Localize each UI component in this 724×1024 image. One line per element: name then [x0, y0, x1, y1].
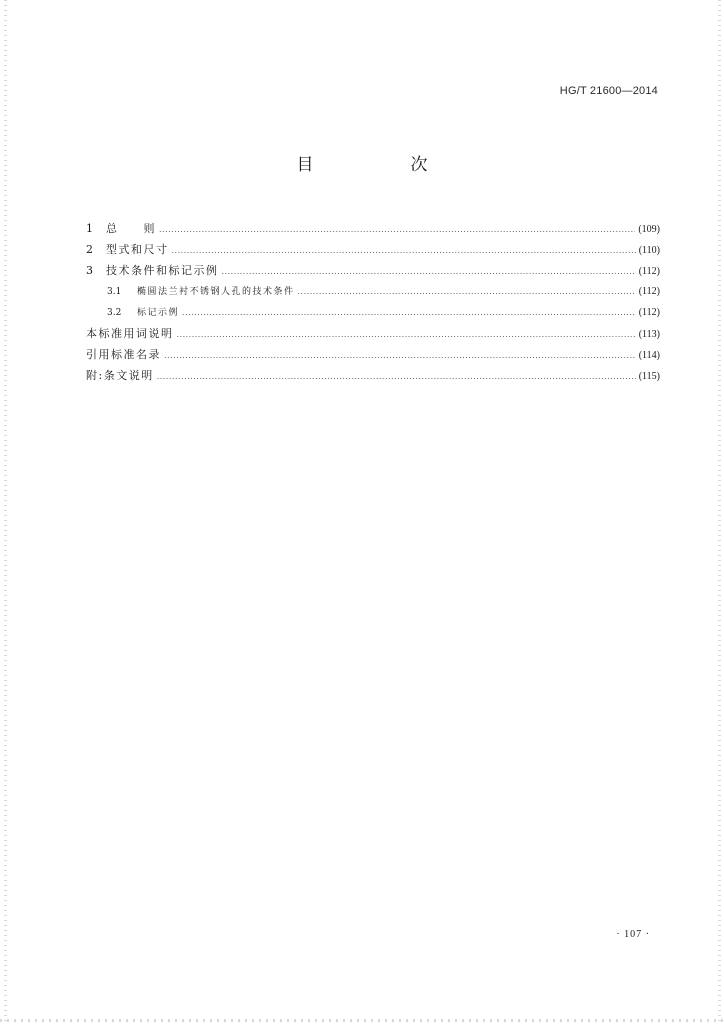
- toc-leader-dots: [177, 324, 636, 345]
- toc-entry-number: 3.1: [107, 287, 122, 297]
- toc-entry-label: 标记示例: [137, 308, 180, 318]
- toc-entry-label: 本标准用词说明: [86, 327, 174, 340]
- toc-entry-3-1[interactable]: [86, 281, 660, 302]
- toc-entry-3[interactable]: [86, 260, 660, 281]
- toc-entry-page: (112): [638, 307, 660, 318]
- toc-entry-number: 2: [86, 243, 93, 256]
- toc-entry-number: 1: [86, 222, 93, 235]
- toc-entry-label: 引用标准名录: [86, 348, 161, 361]
- toc-entry-label: 总 则: [106, 222, 156, 235]
- toc-entry-page: (109): [638, 224, 660, 235]
- toc-entry-page: (115): [638, 371, 660, 382]
- standard-code: HG/T 21600—2014: [559, 85, 658, 97]
- toc-leader-dots: [164, 345, 636, 366]
- toc-entry-label: 椭圆法兰衬不锈钢人孔的技术条件: [137, 287, 295, 297]
- toc-entry-label: 型式和尺寸: [106, 243, 169, 256]
- toc-leader-dots: [172, 240, 636, 261]
- toc-entry-3-2[interactable]: [86, 302, 660, 323]
- toc-entry-label: 技术条件和标记示例: [106, 264, 219, 277]
- toc-title: 目 次: [296, 155, 468, 175]
- toc-entry-page: (112): [638, 266, 660, 277]
- toc-entry-page: (114): [638, 350, 660, 361]
- toc-leader-dots: [157, 366, 636, 387]
- toc-leader-dots: [159, 219, 635, 240]
- toc-entry-page: (112): [638, 286, 660, 297]
- toc-entry-label: 附:条文说明: [86, 369, 154, 382]
- scan-edge-bottom: [0, 1019, 724, 1022]
- toc-leader-dots: [298, 281, 636, 302]
- toc-entry-2[interactable]: [86, 239, 660, 260]
- toc-leader-dots: [222, 261, 636, 282]
- toc-entry-referenced-standards[interactable]: [86, 344, 660, 365]
- toc-entry-number: 3: [86, 264, 93, 277]
- toc-leader-dots: [182, 302, 636, 323]
- toc-entry-1[interactable]: [86, 218, 660, 239]
- table-of-contents: [86, 218, 660, 386]
- toc-entry-number: 3.2: [107, 308, 122, 318]
- toc-entry-page: (110): [638, 245, 660, 256]
- toc-entry-wording-explanation[interactable]: [86, 323, 660, 344]
- toc-entry-page: (113): [638, 329, 660, 340]
- page-number: · 107 ·: [616, 929, 650, 940]
- toc-entry-clause-explanation[interactable]: [86, 365, 660, 386]
